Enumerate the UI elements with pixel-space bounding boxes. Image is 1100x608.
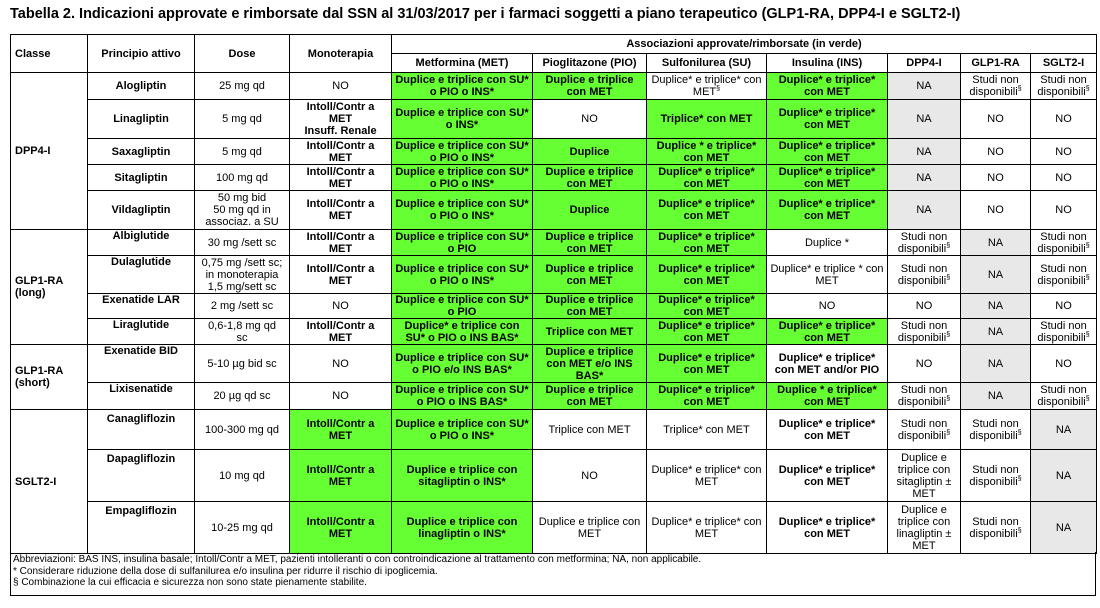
drug-name: Liraglutide <box>88 319 195 345</box>
glp1-cell: NO <box>961 191 1031 230</box>
class-glp1-short: GLP1-RA (short) <box>11 345 88 410</box>
mono-cell: Intoll/Contr a MET <box>290 191 392 230</box>
sglt2-cell: NO <box>1031 165 1097 191</box>
table-row <box>11 230 1097 256</box>
mono-cell: Intoll/Contr a MET Insuff. Renale <box>290 100 392 139</box>
glp1-cell: NO <box>961 165 1031 191</box>
met-cell: Duplice e triplice con SU* o PIO e/o INS BAS* <box>392 345 533 383</box>
sglt2-cell: NO <box>1031 100 1097 139</box>
su-cell: Duplice* e triplice* con MET <box>647 256 767 294</box>
glp1-cell: NA <box>961 294 1031 319</box>
met-cell: Duplice e triplice con SU* o PIO o INS BAS* <box>392 383 533 410</box>
met-cell: Duplice e triplice con SU* o PIO o INS* <box>392 73 533 100</box>
dose-cell: 100 mg qd <box>195 165 290 191</box>
table-row <box>11 410 1097 450</box>
dpp4-cell: NA <box>888 139 961 165</box>
glp1-cell: Studi non disponibili§ <box>961 73 1031 100</box>
pio-cell: Duplice e triplice con MET <box>533 294 647 319</box>
glp1-cell: Studi non disponibili§ <box>961 410 1031 450</box>
dpp4-cell: NA <box>888 100 961 139</box>
glp1-cell: NO <box>961 139 1031 165</box>
pio-cell: Duplice <box>533 139 647 165</box>
ins-cell: Duplice* e triplice* con MET <box>767 165 888 191</box>
dose-cell: 5-10 µg bid sc <box>195 345 290 383</box>
ins-cell: NO <box>767 294 888 319</box>
dpp4-cell: NA <box>888 73 961 100</box>
pio-cell: Duplice e triplice con MET <box>533 73 647 100</box>
dose-cell: 0,75 mg /sett sc; in monoterapia 1,5 mg/sett sc <box>195 256 290 294</box>
dose-cell: 20 µg qd sc <box>195 383 290 410</box>
met-cell: Duplice e triplice con SU* o PIO <box>392 230 533 256</box>
pio-cell: Triplice con MET <box>533 319 647 345</box>
pio-cell: Duplice e triplice con MET <box>533 256 647 294</box>
ins-cell: Duplice* e triplice* con MET <box>767 73 888 100</box>
pio-cell: NO <box>533 450 647 502</box>
table-row <box>11 100 1097 139</box>
sglt2-cell: NO <box>1031 139 1097 165</box>
drug-name: Lixisenatide <box>88 383 195 410</box>
mono-cell: Intoll/Contr a MET <box>290 230 392 256</box>
sglt2-cell: NA <box>1031 410 1097 450</box>
drug-name: Alogliptin <box>88 73 195 100</box>
drug-name: Linagliptin <box>88 100 195 139</box>
class-glp1-long: GLP1-RA (long) <box>11 230 88 345</box>
table-row <box>11 256 1097 294</box>
dpp4-cell: NO <box>888 345 961 383</box>
su-cell: Duplice* e triplice* con MET <box>647 165 767 191</box>
header-met: Metformina (MET) <box>392 54 533 73</box>
class-dpp4: DPP4-I <box>11 73 88 230</box>
met-cell: Duplice e triplice con SU* o INS* <box>392 100 533 139</box>
drug-name: Empagliflozin <box>88 502 195 554</box>
su-cell: Duplice* e triplice* con MET <box>647 191 767 230</box>
ins-cell: Duplice* e triplice* con MET <box>767 100 888 139</box>
header-pio: Pioglitazone (PIO) <box>533 54 647 73</box>
glp1-cell: NA <box>961 383 1031 410</box>
ins-cell: Duplice* e triplice* con MET and/or PIO <box>767 345 888 383</box>
dose-cell: 2 mg /sett sc <box>195 294 290 319</box>
sglt2-cell: NO <box>1031 191 1097 230</box>
sglt2-cell: NO <box>1031 345 1097 383</box>
sglt2-cell: Studi non disponibili§ <box>1031 73 1097 100</box>
table-row <box>11 345 1097 383</box>
ins-cell: Duplice* e triplice* con MET <box>767 139 888 165</box>
drug-name: Vildagliptin <box>88 191 195 230</box>
mono-cell: NO <box>290 383 392 410</box>
drug-name: Saxagliptin <box>88 139 195 165</box>
header-glp1: GLP1-RA <box>961 54 1031 73</box>
table-row <box>11 73 1097 100</box>
sglt2-cell: Studi non disponibili§ <box>1031 230 1097 256</box>
dpp4-cell: Studi non disponibili§ <box>888 230 961 256</box>
su-cell: Duplice* e triplice* con MET <box>647 294 767 319</box>
su-cell: Duplice* e triplice* con MET <box>647 345 767 383</box>
met-cell: Duplice e triplice con SU* o PIO o INS* <box>392 139 533 165</box>
su-cell: Triplice* con MET <box>647 100 767 139</box>
su-cell: Duplice* e triplice* con MET <box>647 502 767 554</box>
drug-name: Sitagliptin <box>88 165 195 191</box>
glp1-cell: NO <box>961 100 1031 139</box>
glp1-cell: NA <box>961 230 1031 256</box>
table-row <box>11 450 1097 502</box>
class-sglt2: SGLT2-I <box>11 410 88 554</box>
mono-cell: NO <box>290 73 392 100</box>
dose-cell: 25 mg qd <box>195 73 290 100</box>
su-cell: Duplice* e triplice* con MET <box>647 230 767 256</box>
dose-cell: 100-300 mg qd <box>195 410 290 450</box>
note-abbreviations: Abbreviazioni: BAS INS, insulina basale; Intoll/Contr a MET, pazienti intolleranti o con controindicazione al trattamento con metformina; NA, non applicabile. <box>13 554 702 565</box>
header-associazioni: Associazioni approvate/rimborsate (in verde) <box>392 35 1097 54</box>
dpp4-cell: Studi non disponibili§ <box>888 256 961 294</box>
dpp4-cell: NO <box>888 294 961 319</box>
dose-cell: 50 mg bid 50 mg qd in associaz. a SU <box>195 191 290 230</box>
mono-cell: Intoll/Contr a MET <box>290 502 392 554</box>
sglt2-cell: NA <box>1031 502 1097 554</box>
met-cell: Duplice e triplice con SU* o PIO o INS* <box>392 410 533 450</box>
table-row <box>11 191 1097 230</box>
dose-cell: 10 mg qd <box>195 450 290 502</box>
dpp4-cell: Studi non disponibili§ <box>888 410 961 450</box>
met-cell: Duplice e triplice con linagliptin o INS* <box>392 502 533 554</box>
table-row <box>11 139 1097 165</box>
dpp4-cell: Duplice e triplice con sitagliptin ± MET <box>888 450 961 502</box>
table-row <box>11 165 1097 191</box>
met-cell: Duplice* e triplice con SU* o PIO o INS BAS* <box>392 319 533 345</box>
sglt2-cell: Studi non disponibili§ <box>1031 256 1097 294</box>
dpp4-cell: NA <box>888 191 961 230</box>
header-dose: Dose <box>195 35 290 73</box>
drug-name: Dulaglutide <box>88 256 195 294</box>
drug-name: Exenatide BID <box>88 345 195 383</box>
therapy-table <box>10 34 1097 554</box>
met-cell: Duplice e triplice con SU* o PIO o INS* <box>392 165 533 191</box>
dpp4-cell: Studi non disponibili§ <box>888 383 961 410</box>
glp1-cell: NA <box>961 345 1031 383</box>
table-row <box>11 319 1097 345</box>
mono-cell: NO <box>290 345 392 383</box>
glp1-cell: NA <box>961 256 1031 294</box>
ins-cell: Duplice* e triplice * con MET <box>767 256 888 294</box>
mono-cell: Intoll/Contr a MET <box>290 410 392 450</box>
dose-cell: 10-25 mg qd <box>195 502 290 554</box>
pio-cell: Duplice e triplice con MET <box>533 230 647 256</box>
ins-cell: Duplice* e triplice* con MET <box>767 410 888 450</box>
header-dpp4: DPP4-I <box>888 54 961 73</box>
dose-cell: 0,6-1,8 mg qd sc <box>195 319 290 345</box>
su-cell: Triplice* con MET <box>647 410 767 450</box>
sglt2-cell: NA <box>1031 450 1097 502</box>
drug-name: Dapagliflozin <box>88 450 195 502</box>
ins-cell: Duplice* e triplice* con MET <box>767 191 888 230</box>
glp1-cell: Studi non disponibili§ <box>961 502 1031 554</box>
note-star: * Considerare riduzione della dose di sulfanilurea e/o insulina per ridurre il rischio di ipoglicemia. <box>13 565 438 577</box>
mono-cell: Intoll/Contr a MET <box>290 319 392 345</box>
header-monoterapia: Monoterapia <box>290 35 392 73</box>
met-cell: Duplice e triplice con sitagliptin o INS* <box>392 450 533 502</box>
table-row <box>11 294 1097 319</box>
ins-cell: Duplice* e triplice* con MET <box>767 502 888 554</box>
pio-cell: NO <box>533 100 647 139</box>
table-row <box>11 383 1097 410</box>
drug-name: Exenatide LAR <box>88 294 195 319</box>
drug-name: Canagliflozin <box>88 410 195 450</box>
mono-cell: Intoll/Contr a MET <box>290 256 392 294</box>
dpp4-cell: Studi non disponibili§ <box>888 319 961 345</box>
dose-cell: 5 mg qd <box>195 139 290 165</box>
mono-cell: Intoll/Contr a MET <box>290 139 392 165</box>
pio-cell: Duplice e triplice con MET <box>533 502 647 554</box>
met-cell: Duplice e triplice con SU* o PIO o INS* <box>392 191 533 230</box>
pio-cell: Duplice e triplice con MET e/o INS BAS* <box>533 345 647 383</box>
header-principio: Principio attivo <box>88 35 195 73</box>
su-cell: Duplice* e triplice* con MET <box>647 383 767 410</box>
su-cell: Duplice * e triplice* con MET <box>647 139 767 165</box>
glp1-cell: NA <box>961 319 1031 345</box>
mono-cell: NO <box>290 294 392 319</box>
mono-cell: Intoll/Contr a MET <box>290 165 392 191</box>
sglt2-cell: Studi non disponibili§ <box>1031 383 1097 410</box>
header-sglt2: SGLT2-I <box>1031 54 1097 73</box>
dose-cell: 30 mg /sett sc <box>195 230 290 256</box>
header-classe: Classe <box>11 35 88 73</box>
pio-cell: Duplice e triplice con MET <box>533 165 647 191</box>
su-cell: Duplice* e triplice* con MET§ <box>647 73 767 100</box>
ins-cell: Duplice* e triplice* con MET <box>767 450 888 502</box>
table-notes <box>13 554 701 589</box>
table-row <box>11 502 1097 554</box>
table-title: Tabella 2. Indicazioni approvate e rimborsate dal SSN al 31/03/2017 per i farmaci soggetti a piano terapeutico (GLP1-RA, DPP4-I e SGLT2-I) <box>10 6 961 22</box>
header-ins: Insulina (INS) <box>767 54 888 73</box>
pio-cell: Duplice e triplice con MET <box>533 383 647 410</box>
met-cell: Duplice e triplice con SU* o PIO <box>392 294 533 319</box>
su-cell: Duplice* e triplice* con MET <box>647 319 767 345</box>
su-cell: Duplice* e triplice* con MET <box>647 450 767 502</box>
glp1-cell: Studi non disponibili§ <box>961 450 1031 502</box>
sglt2-cell: NO <box>1031 294 1097 319</box>
mono-cell: Intoll/Contr a MET <box>290 450 392 502</box>
note-section: § Combinazione la cui efficacia e sicurezza non sono state pienamente stabilite. <box>13 577 367 588</box>
dpp4-cell: NA <box>888 165 961 191</box>
met-cell: Duplice e triplice con SU* o PIO o INS* <box>392 256 533 294</box>
pio-cell: Triplice con MET <box>533 410 647 450</box>
drug-name: Albiglutide <box>88 230 195 256</box>
ins-cell: Duplice * e triplice* con MET <box>767 383 888 410</box>
ins-cell: Duplice * <box>767 230 888 256</box>
dpp4-cell: Duplice e triplice con linagliptin ± MET <box>888 502 961 554</box>
sglt2-cell: Studi non disponibili§ <box>1031 319 1097 345</box>
pio-cell: Duplice <box>533 191 647 230</box>
ins-cell: Duplice* e triplice* con MET <box>767 319 888 345</box>
header-su: Sulfonilurea (SU) <box>647 54 767 73</box>
dose-cell: 5 mg qd <box>195 100 290 139</box>
